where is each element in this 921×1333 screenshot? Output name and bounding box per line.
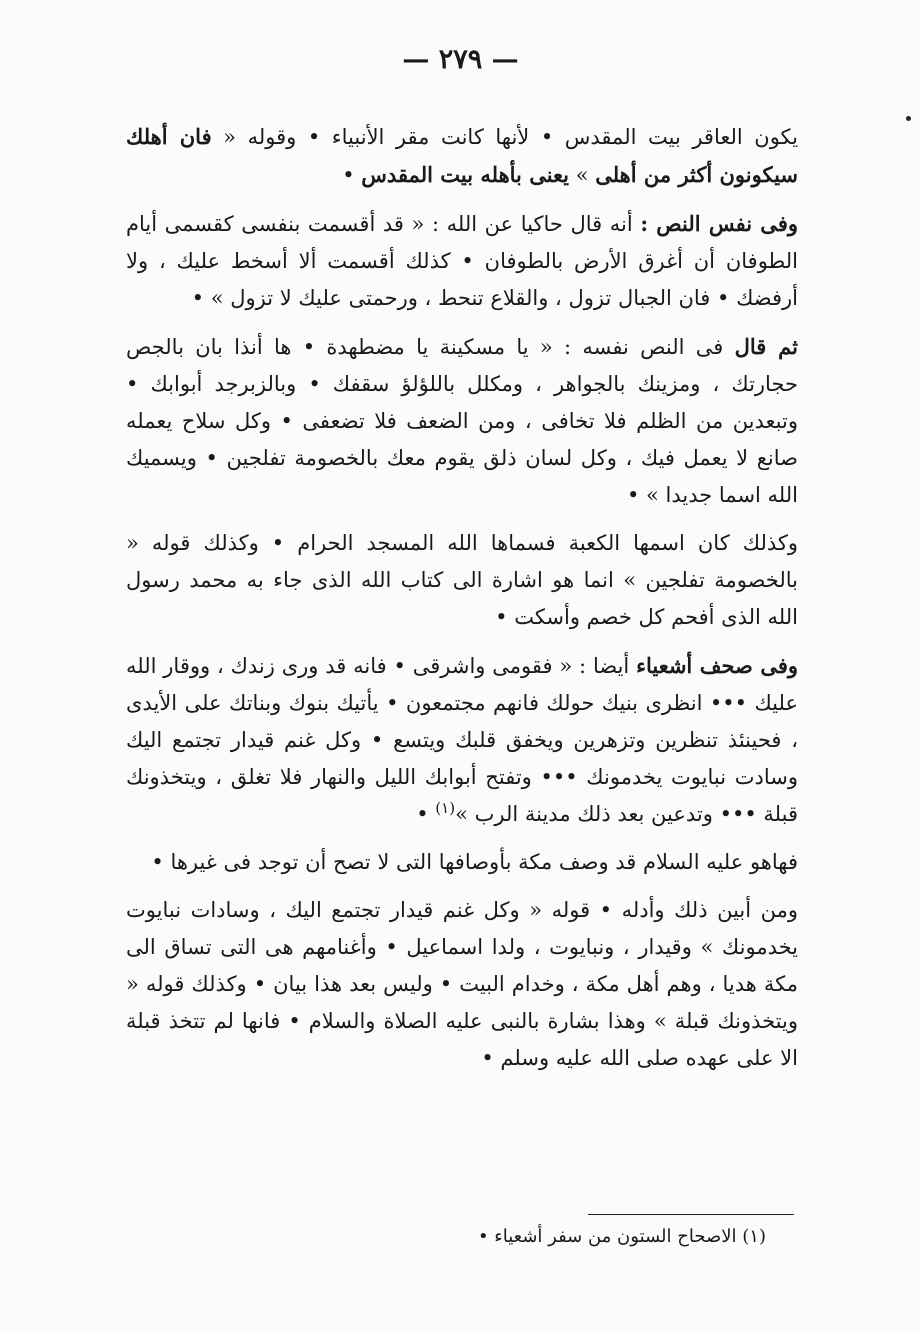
bold-phrase: فان أهلك سيكونون أكثر من أهلى — [126, 124, 798, 187]
text-run: » — [569, 163, 596, 187]
bold-phrase: وفى صحف أشعياء — [636, 653, 799, 678]
paragraph — [126, 328, 798, 514]
footnote: (١) الاصحاح الستون من سفر أشعياء • — [477, 1226, 766, 1247]
text-run: فهاهو عليه السلام قد وصف مكة بأوصافها التى لا تصح أن توجد فى غيرها • — [151, 850, 798, 874]
text-run: أنه قال حاكيا عن الله : « قد أقسمت بنفسى كقسمى أيام الطوفان أن أغرق الأرض بالطوفان • كذلك أقسمت ألا أسخط عليك ، ولا أرفضك • فان الجبال تزول ، والقلاع تنحط ، ورحمتى عليك لا تزول » • — [126, 212, 798, 310]
text-run: • — [342, 163, 362, 187]
text-run: وكذلك كان اسمها الكعبة فسماها الله المسجد الحرام • وكذلك قوله « بالخصومة تفلجين » انما هو اشارة الى كتاب الله الذى جاء به محمد رسول الله الذى أفحم كل خصم وأسكت • — [126, 531, 798, 629]
text-run: ومن أبين ذلك وأدله • قوله « وكل غنم قيدار تجتمع اليك ، وسادات نبايوت يخدمونك » وقيدار ، ونبايوت ، ولدا اسماعيل • وأغنامهم هى التى تساق الى مكة هديا ، وهم أهل مكة ، وخدام البيت • وليس بعد هذا بيان • وكذلك قوله « ويتخذونك قبلة » وهذا بشارة بالنبى عليه الصلاة والسلام • فانها لم تتخذ قبلة الا على عهده صلى الله عليه وسلم • — [126, 898, 798, 1070]
paragraph — [126, 525, 798, 636]
text-run: يكون العاقر بيت المقدس • لأنها كانت مقر الأنبياء • وقوله « — [211, 125, 799, 149]
bold-phrase: يعنى بأهله بيت المقدس — [361, 162, 570, 187]
text-run: أيضا : « فقومى واشرقى • فانه قد ورى زندك ، ووقار الله عليك ••• انظرى بنيك حولك فانهم مجتمعون • يأتيك بنوك وبناتك على الأيدى ، فحينئذ تنظرين وتزهرين ويخفق قلبك ويتسع • وكل غنم قيدار تجتمع اليك وسادت نبايوت يخدمونك ••• وتفتح أبوابك الليل والنهار فلا تغلق ، ويتخذونك قبلة ••• وتدعين بعد ذلك مدينة الرب » — [126, 654, 798, 826]
footnote-reference: (١) — [435, 799, 456, 817]
text-run: • — [416, 802, 436, 826]
main-text — [126, 118, 798, 1088]
paragraph — [126, 892, 798, 1077]
paragraph — [126, 118, 798, 194]
margin-speck — [906, 116, 911, 121]
page-number: — ٢٧٩ — — [402, 44, 519, 75]
paragraph — [126, 647, 798, 833]
text-run: فى النص نفسه : « يا مسكينة يا مضطهدة • ها أنذا بان بالجص حجارتك ، ومزينك بالجواهر ، ومكلل باللؤلؤ سقفك • وبالزبرجد أبوابك • وتبعدين من الظلم فلا تخافى ، ومن الضعف فلا تضعفى • وكل سلاح يعمله صانع لا يعمل فيك ، وكل لسان ذلق يقوم معك بالخصومة تفلجين • ويسميك الله اسما جديدا » • — [126, 335, 798, 507]
bold-phrase: وفى نفس النص : — [640, 211, 798, 236]
footnote-divider — [588, 1214, 794, 1215]
bold-phrase: ثم قال — [734, 334, 798, 359]
paragraph — [126, 205, 798, 317]
paragraph — [126, 844, 798, 881]
